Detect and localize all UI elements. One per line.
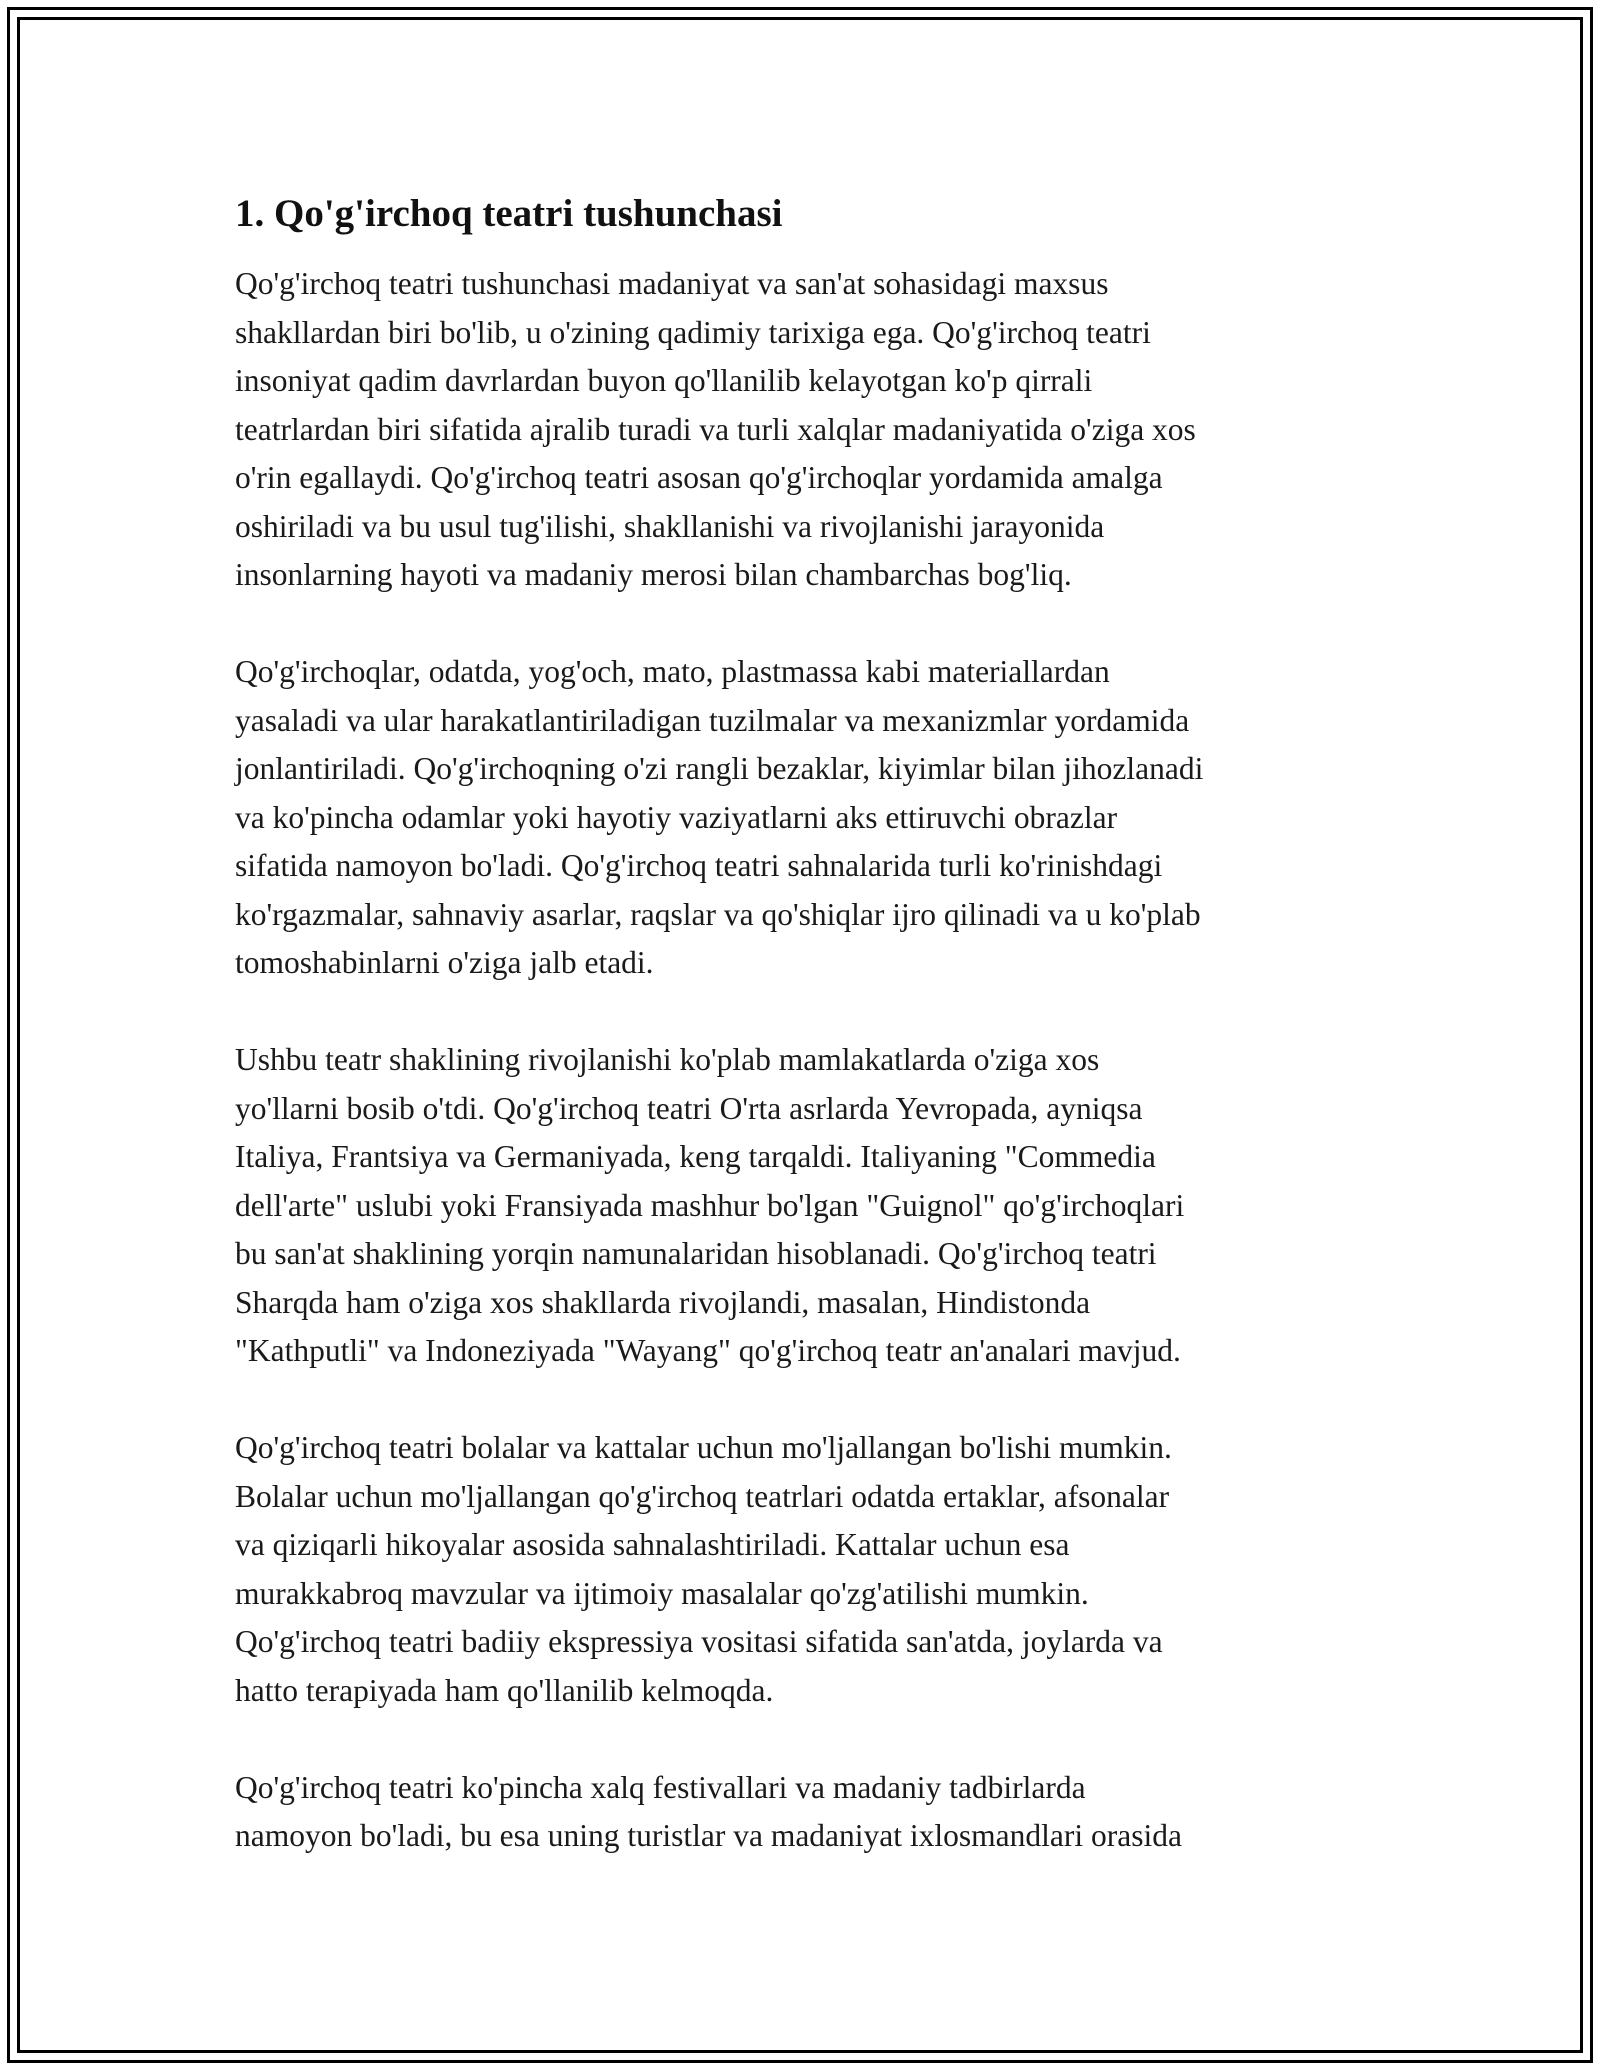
paragraph-line: Ushbu teatr shaklining rivojlanishi ko'plab mamlakatlarda o'ziga xos: [235, 1042, 1100, 1077]
paragraph: [235, 260, 1385, 600]
paragraph: [235, 648, 1385, 988]
paragraph-line: sifatida namoyon bo'ladi. Qo'g'irchoq teatri sahnalarida turli ko'rinishdagi: [235, 848, 1163, 883]
paragraph-line: bu san'at shaklining yorqin namunalaridan hisoblanadi. Qo'g'irchoq teatri: [235, 1236, 1157, 1271]
paragraph-line: oshiriladi va bu usul tug'ilishi, shakllanishi va rivojlanishi jarayonida: [235, 508, 1105, 544]
paragraph-line: o'rin egallaydi. Qo'g'irchoq teatri asosan qo'g'irchoqlar yordamida amalga: [235, 460, 1163, 495]
paragraph-line: Qo'g'irchoq teatri tushunchasi madaniyat va san'at sohasidagi maxsus: [235, 266, 1109, 301]
paragraph-line: dell'arte" uslubi yoki Fransiyada mashhur bo'lgan "Guignol" qo'g'irchoqlari: [235, 1187, 1185, 1223]
paragraphs-container: [235, 260, 1385, 1861]
paragraph-line: jonlantiriladi. Qo'g'irchoqning o'zi rangli bezaklar, kiyimlar bilan jihozlanadi: [235, 751, 1204, 786]
paragraph: [235, 1036, 1385, 1376]
paragraph-line: Qo'g'irchoqlar, odatda, yog'och, mato, plastmassa kabi materiallardan: [235, 654, 1110, 689]
paragraph: [235, 1424, 1385, 1715]
paragraph-line: va ko'pincha odamlar yoki hayotiy vaziyatlarni aks ettiruvchi obrazlar: [235, 799, 1118, 835]
paragraph-line: shakllardan biri bo'lib, u o'zining qadimiy tarixiga ega. Qo'g'irchoq teatri: [235, 314, 1151, 350]
paragraph-line: Qo'g'irchoq teatri bolalar va kattalar uchun mo'ljallangan bo'lishi mumkin.: [235, 1430, 1172, 1465]
paragraph-line: insonlarning hayoti va madaniy merosi bilan chambarchas bog'liq.: [235, 557, 1072, 592]
paragraph-line: yasaladi va ular harakatlantiriladigan tuzilmalar va mexanizmlar yordamida: [235, 702, 1190, 738]
paragraph-line: Qo'g'irchoq teatri ko'pincha xalq festivallari va madaniy tadbirlarda: [235, 1769, 1086, 1805]
paragraph-line: Bolalar uchun mo'ljallangan qo'g'irchoq teatrlari odatda ertaklar, afsonalar: [235, 1478, 1170, 1514]
paragraph-line: murakkabroq mavzular va ijtimoiy masalalar qo'zg'atilishi mumkin.: [235, 1575, 1089, 1611]
paragraph-line: Sharqda ham o'ziga xos shakllarda rivojlandi, masalan, Hindistonda: [235, 1284, 1091, 1320]
paragraph-line: namoyon bo'ladi, bu esa uning turistlar va madaniyat ixlosmandlari orasida: [235, 1818, 1182, 1853]
paragraph-line: teatrlardan biri sifatida ajralib turadi va turli xalqlar madaniyatida o'ziga xos: [235, 411, 1196, 447]
document-body: [235, 188, 1385, 1909]
paragraph: [235, 1764, 1385, 1861]
paragraph-line: va qiziqarli hikoyalar asosida sahnalashtiriladi. Kattalar uchun esa: [235, 1527, 1070, 1562]
paragraph-line: Italiya, Frantsiya va Germaniyada, keng tarqaldi. Italiyaning "Commedia: [235, 1139, 1156, 1174]
paragraph-line: yo'llarni bosib o'tdi. Qo'g'irchoq teatri O'rta asrlarda Yevropada, ayniqsa: [235, 1090, 1143, 1126]
paragraph-line: tomoshabinlarni o'ziga jalb etadi.: [235, 945, 654, 980]
paragraph-line: hatto terapiyada ham qo'llanilib kelmoqda.: [235, 1672, 774, 1708]
paragraph-line: Qo'g'irchoq teatri badiiy ekspressiya vositasi sifatida san'atda, joylarda va: [235, 1624, 1163, 1659]
section-heading: 1. Qo'g'irchoq teatri tushunchasi: [235, 192, 783, 235]
paragraph-line: ko'rgazmalar, sahnaviy asarlar, raqslar va qo'shiqlar ijro qilinadi va u ko'plab: [235, 896, 1201, 932]
paragraph-line: insoniyat qadim davrlardan buyon qo'llanilib kelayotgan ko'p qirrali: [235, 363, 1093, 398]
paragraph-line: "Kathputli" va Indoneziyada "Wayang" qo'g'irchoq teatr an'analari mavjud.: [235, 1333, 1181, 1368]
